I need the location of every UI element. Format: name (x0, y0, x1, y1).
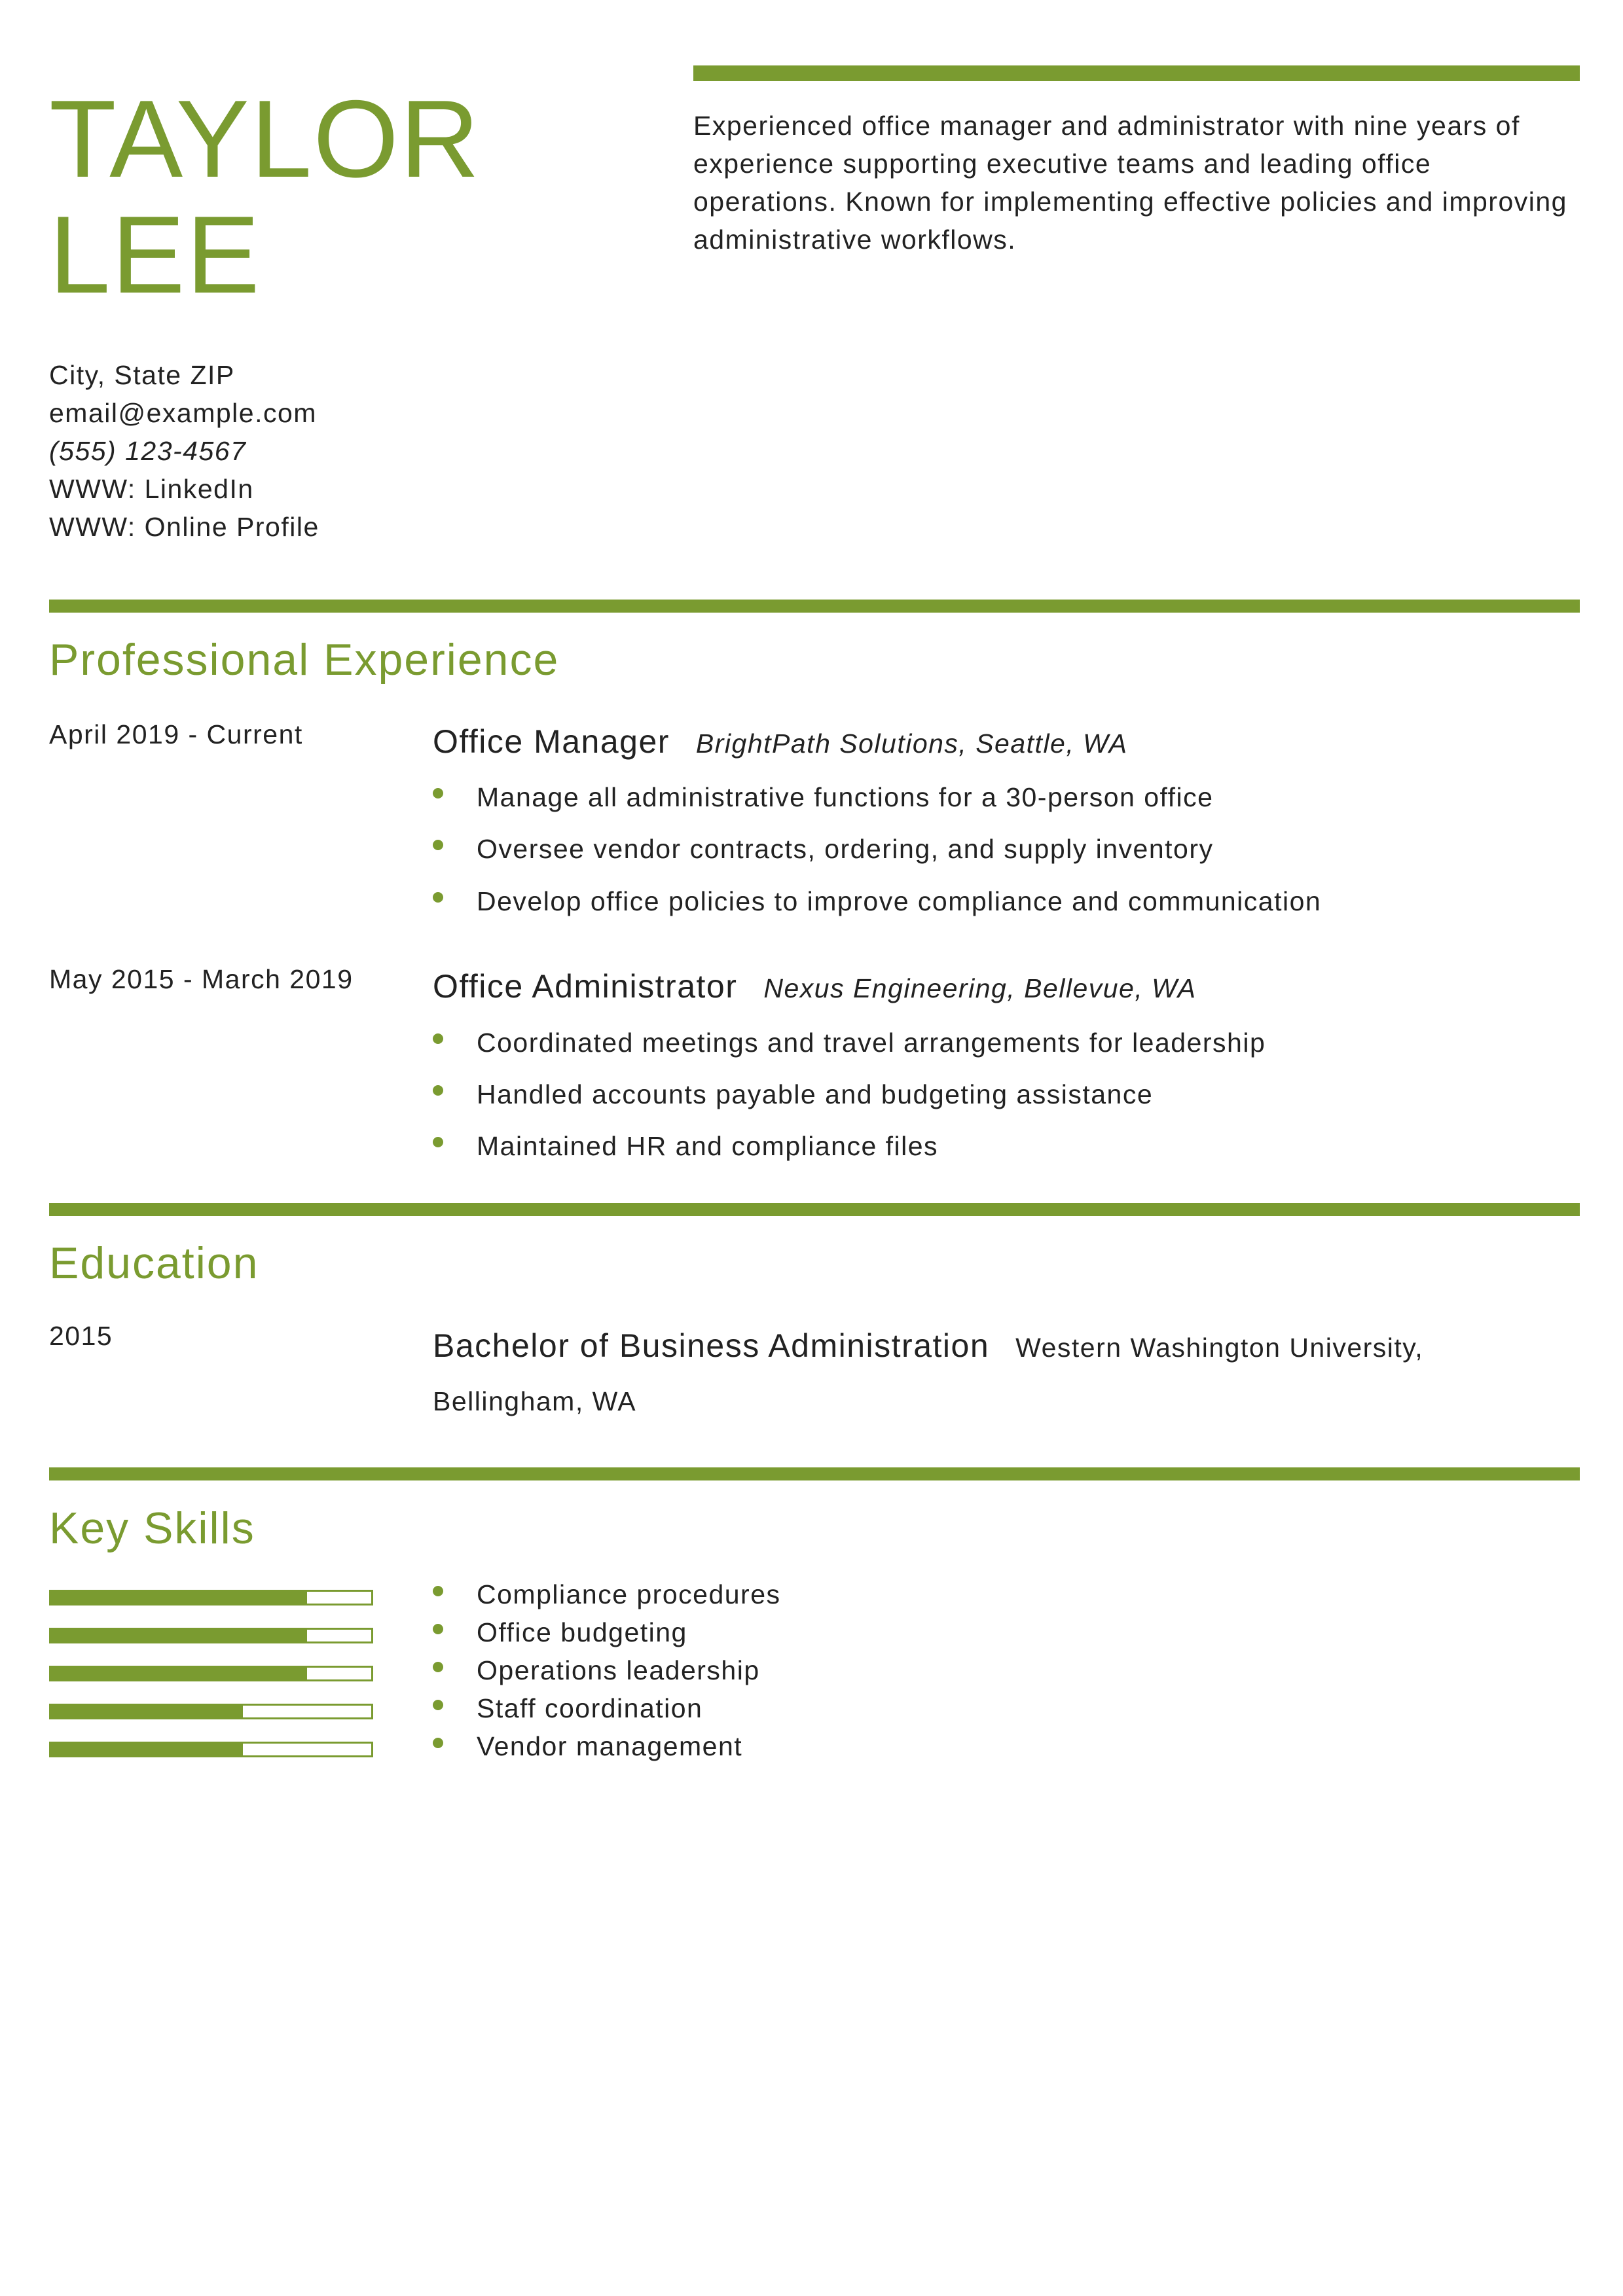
bullet-icon (433, 840, 443, 850)
skill-level-fill (51, 1706, 243, 1717)
job-dates: May 2015 - March 2019 (49, 964, 354, 994)
bullet-icon (433, 1586, 443, 1596)
skill-level-bar (49, 1742, 373, 1757)
education-heading: Education (49, 1238, 259, 1288)
job-bullet: Manage all administrative functions for a 30-person office (477, 782, 1214, 812)
skill-name: Office budgeting (477, 1617, 687, 1647)
job-company: BrightPath Solutions, Seattle, WA (695, 728, 1128, 759)
contact-linkedin[interactable]: WWW: LinkedIn (49, 474, 254, 504)
experience-divider (49, 600, 1580, 613)
job-bullet: Handled accounts payable and budgeting assistance (477, 1079, 1154, 1109)
job-company: Nexus Engineering, Bellevue, WA (763, 973, 1197, 1003)
job-bullet: Develop office policies to improve compliance and communication (477, 886, 1322, 916)
school: Western Washington University, Bellingham, WA (433, 1333, 1424, 1416)
job-title: Office Manager (433, 723, 670, 760)
skill-level-fill (51, 1592, 307, 1604)
education-entry (433, 1322, 1546, 1431)
header-accent-bar (693, 65, 1580, 81)
last-name: LEE (49, 193, 261, 316)
skill-level-fill (51, 1630, 307, 1641)
job-title: Office Administrator (433, 968, 738, 1005)
contact-address: City, State ZIP (49, 360, 235, 390)
skill-name: Staff coordination (477, 1693, 703, 1723)
bullet-icon (433, 1137, 443, 1147)
skill-name: Vendor management (477, 1731, 743, 1761)
job-header (433, 723, 1127, 761)
contact-phone[interactable]: (555) 123-4567 (49, 436, 247, 466)
skill-level-bar (49, 1628, 373, 1643)
bullet-icon (433, 1662, 443, 1672)
job-header (433, 967, 1196, 1005)
job-dates: April 2019 - Current (49, 719, 303, 749)
degree: Bachelor of Business Administration (433, 1327, 990, 1364)
bullet-icon (433, 1085, 443, 1096)
skill-name: Operations leadership (477, 1655, 760, 1685)
bullet-icon (433, 1738, 443, 1748)
contact-profile[interactable]: WWW: Online Profile (49, 512, 319, 542)
education-year: 2015 (49, 1321, 113, 1351)
bullet-icon (433, 788, 443, 798)
bullet-icon (433, 1624, 443, 1634)
job-bullet: Oversee vendor contracts, ordering, and supply inventory (477, 834, 1214, 864)
skill-level-fill (51, 1744, 243, 1755)
skill-level-bar (49, 1704, 373, 1719)
skill-level-bar (49, 1666, 373, 1681)
first-name: TAYLOR (49, 77, 481, 200)
bullet-icon (433, 892, 443, 903)
bullet-icon (433, 1033, 443, 1044)
skill-name: Compliance procedures (477, 1579, 781, 1609)
education-divider (49, 1203, 1580, 1216)
skills-divider (49, 1467, 1580, 1480)
contact-email[interactable]: email@example.com (49, 398, 317, 428)
experience-heading: Professional Experience (49, 635, 560, 685)
skill-level-bar (49, 1590, 373, 1605)
job-bullet: Coordinated meetings and travel arrangements for leadership (477, 1028, 1266, 1058)
skills-heading: Key Skills (49, 1503, 255, 1553)
job-bullet: Maintained HR and compliance files (477, 1131, 939, 1161)
skill-level-fill (51, 1668, 307, 1679)
bullet-icon (433, 1700, 443, 1710)
summary: Experienced office manager and administrator with nine years of experience supporting executive teams and leading office operations. Known for implementing effective policies and improving administrative workflows. (693, 111, 1567, 255)
